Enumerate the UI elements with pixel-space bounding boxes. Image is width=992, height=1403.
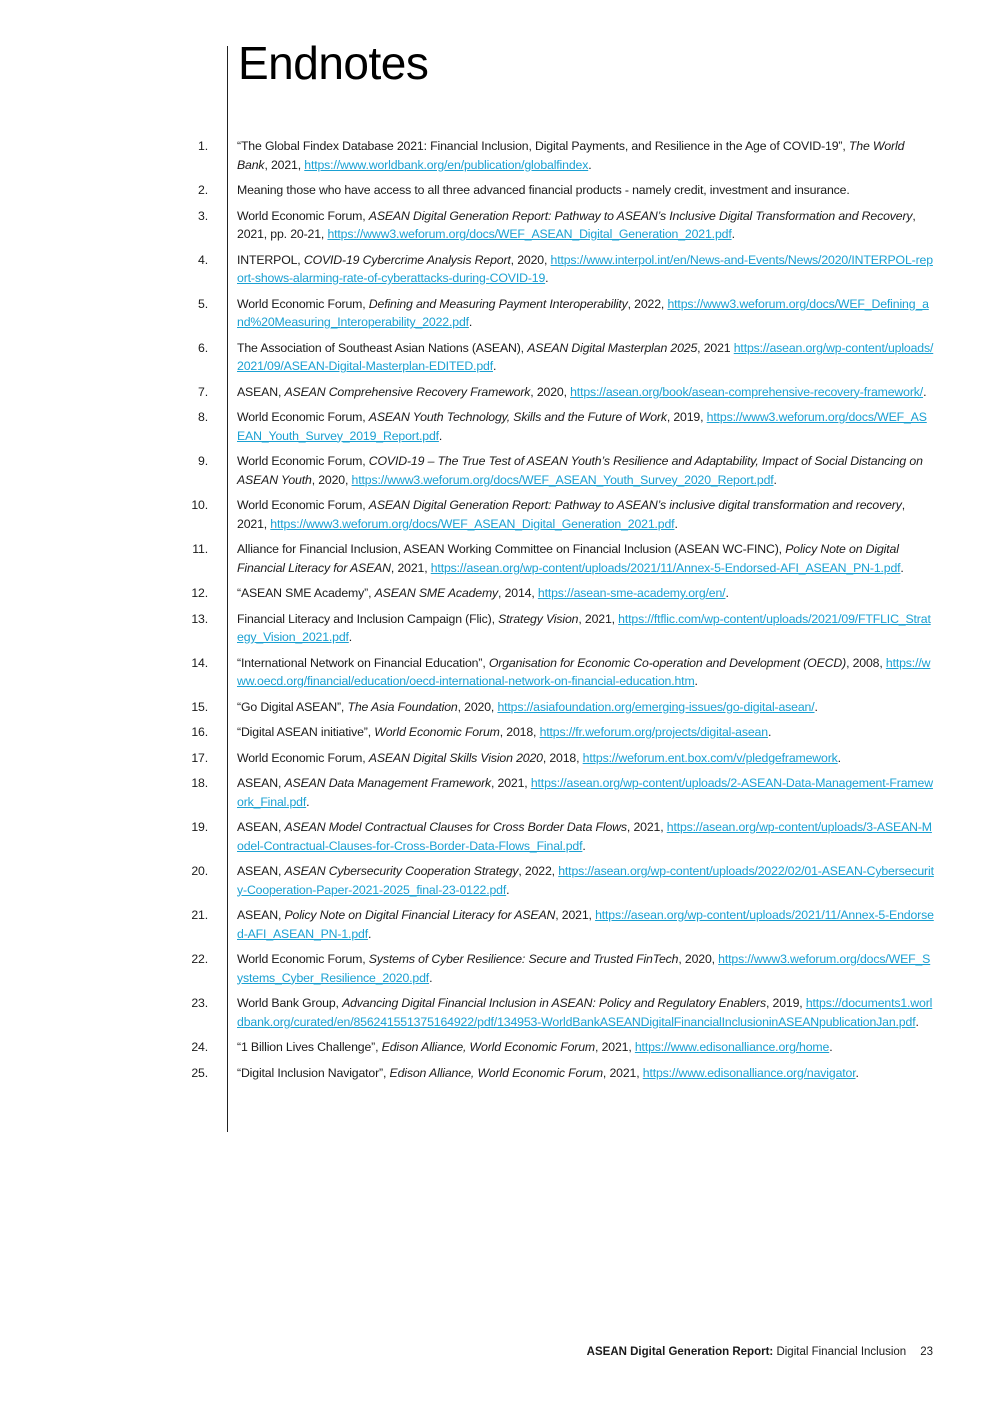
- endnote-text: .: [348, 630, 353, 644]
- endnote-text: , 2020,: [457, 699, 498, 714]
- endnote-text: Meaning those who have access to all three advanced financial products - namely credit, investment and insurance.: [237, 183, 850, 197]
- endnote-link[interactable]: https://www3.weforum.org/docs/WEF_ASEAN_Digital_Generation_2021.pdf: [270, 516, 675, 531]
- endnote-source-title: The Asia Foundation: [347, 699, 458, 714]
- endnote-number: 22.: [191, 952, 208, 966]
- endnote-source-title: ASEAN Digital Skills Vision 2020: [368, 750, 543, 765]
- endnote-source-title: ASEAN Cybersecurity Cooperation Strategy: [284, 864, 519, 878]
- endnote-text: “1 Billion Lives Challenge”,: [237, 1040, 382, 1054]
- endnote-item: [0, 774, 992, 811]
- endnote-text: .: [900, 560, 904, 575]
- endnote-link[interactable]: https://fr.weforum.org/projects/digital-asean: [539, 725, 768, 739]
- endnote-text: .: [306, 794, 310, 809]
- endnote-text: .: [829, 1040, 833, 1054]
- endnote-link[interactable]: https://www3.weforum.org/docs/WEF_ASEAN_Digital_Generation_2021.pdf: [327, 227, 732, 241]
- endnote-number: 13.: [191, 611, 208, 626]
- endnote-number: 19.: [191, 820, 208, 834]
- page-title: Endnotes: [238, 37, 429, 89]
- endnote-text: World Bank Group,: [237, 996, 343, 1010]
- endnote-item: [0, 339, 992, 376]
- endnote-text: , 2021,: [237, 498, 905, 531]
- endnote-number: 9.: [198, 454, 208, 468]
- endnote-link[interactable]: https://www3.weforum.org/docs/WEF_ASEAN_Youth_Survey_2020_Report.pdf: [351, 472, 774, 487]
- endnote-number: 15.: [191, 699, 208, 714]
- endnote-item: [0, 452, 992, 489]
- endnote-link[interactable]: https://www3.weforum.org/docs/WEF_Systems_Cyber_Resilience_2020.pdf: [237, 952, 931, 985]
- endnote-text: , 2018,: [499, 725, 540, 739]
- endnote-number: 11.: [192, 542, 208, 556]
- endnote-text: .: [429, 970, 433, 985]
- endnote-text: World Economic Forum,: [237, 750, 369, 765]
- endnote-link[interactable]: https://asean.org/wp-content/uploads/3-ASEAN-Model-Contractual-Clauses-for-Cross-Border-Data-Flows_Final.pdf: [237, 820, 932, 853]
- endnote-text: .: [731, 227, 735, 241]
- endnote-number: 24.: [191, 1040, 208, 1054]
- endnote-source-title: ASEAN Youth Technology, Skills and the Future of Work: [368, 410, 667, 424]
- endnote-item: [0, 723, 992, 742]
- endnote-text: .: [468, 315, 473, 329]
- endnote-text: , 2021,: [390, 560, 431, 575]
- endnote-number: 18.: [191, 776, 208, 790]
- endnote-text: , 2021, pp. 20-21,: [237, 208, 916, 241]
- endnote-source-title: ASEAN Comprehensive Recovery Framework: [284, 384, 531, 399]
- endnote-text: .: [837, 750, 841, 765]
- endnote-number: 12.: [191, 586, 208, 600]
- endnote-text: , 2021,: [491, 776, 531, 790]
- endnote-item: [0, 950, 992, 987]
- endnote-text: Financial Literacy and Inclusion Campaign (Flic),: [237, 611, 499, 626]
- endnote-text: “ASEAN SME Academy”,: [237, 586, 375, 600]
- endnote-link[interactable]: https://asean.org/wp-content/uploads/2021/11/Annex-5-Endorsed-AFI_ASEAN_PN-1.pdf: [430, 560, 901, 575]
- endnote-number: 7.: [198, 384, 208, 399]
- endnote-source-title: Strategy Vision: [498, 611, 579, 626]
- endnote-text: .: [438, 428, 443, 443]
- endnote-item: [0, 818, 992, 855]
- endnote-text: .: [915, 1014, 919, 1029]
- endnote-link[interactable]: https://www.oecd.org/financial/education/oecd-international-network-on-financial-education.htm: [237, 655, 931, 688]
- endnote-text: , 2022,: [627, 296, 668, 311]
- endnote-number: 8.: [198, 410, 208, 424]
- endnote-source-title: COVID-19 – The True Test of ASEAN Youth’s Resilience and Adaptability, Impact of Social Distancing on ASEAN Youth: [237, 454, 923, 487]
- endnote-number: 14.: [191, 655, 208, 670]
- page-number: 23: [920, 1346, 933, 1358]
- endnote-text: .: [767, 725, 772, 739]
- endnote-text: Alliance for Financial Inclusion, ASEAN Working Committee on Financial Inclusion (ASEAN WC-FINC),: [237, 542, 786, 556]
- endnote-item: [0, 698, 992, 717]
- endnote-text: .: [545, 271, 549, 285]
- endnote-text: ASEAN,: [237, 820, 285, 834]
- endnote-text: “Digital Inclusion Navigator”,: [237, 1065, 390, 1080]
- endnote-source-title: Edison Alliance, World Economic Forum: [389, 1065, 603, 1080]
- endnote-text: World Economic Forum,: [237, 296, 369, 311]
- endnote-text: , 2020,: [530, 384, 571, 399]
- endnote-text: .: [367, 926, 372, 941]
- endnote-text: .: [725, 586, 729, 600]
- endnote-item: [0, 1064, 992, 1083]
- endnote-link[interactable]: https://ftflic.com/wp-content/uploads/2021/09/FTFLIC_Strategy_Vision_2021.pdf: [237, 611, 931, 644]
- endnote-source-title: Defining and Measuring Payment Interoperability: [368, 296, 628, 311]
- endnote-text: , 2020,: [510, 252, 551, 267]
- endnote-item: [0, 496, 992, 533]
- endnote-item: [0, 862, 992, 899]
- endnote-item: [0, 994, 992, 1031]
- endnote-source-title: Advancing Digital Financial Inclusion in ASEAN: Policy and Regulatory Enablers: [342, 996, 766, 1010]
- endnote-source-title: ASEAN Data Management Framework: [284, 776, 492, 790]
- endnote-text: “International Network on Financial Education”,: [237, 655, 489, 670]
- endnote-link[interactable]: https://asean.org/wp-content/uploads/2022/02/01-ASEAN-Cybersecurity-Cooperation-Paper-2021-2025_final-23-0122.pdf: [237, 864, 934, 897]
- endnote-text: INTERPOL,: [237, 252, 304, 267]
- endnote-source-title: Systems of Cyber Resilience: Secure and Trusted FinTech: [368, 952, 679, 966]
- endnote-number: 2.: [198, 183, 208, 197]
- endnote-item: [0, 1038, 992, 1057]
- endnote-text: .: [506, 882, 510, 897]
- endnote-item: [0, 540, 992, 577]
- endnote-link[interactable]: https://asean.org/book/asean-comprehensive-recovery-framework/: [570, 384, 924, 399]
- endnote-source-title: The World Bank: [237, 139, 905, 172]
- endnote-text: , 2022,: [518, 864, 559, 878]
- endnote-source-title: ASEAN Digital Masterplan 2025: [527, 340, 698, 355]
- endnote-text: , 2021,: [595, 1040, 635, 1054]
- endnote-text: , 2019,: [766, 996, 806, 1010]
- endnote-text: , 2021,: [602, 1065, 643, 1080]
- endnote-source-title: ASEAN Digital Generation Report: Pathway to ASEAN’s inclusive digital transformation and recovery: [368, 498, 902, 512]
- endnote-item: [0, 654, 992, 691]
- endnote-text: , 2021,: [578, 611, 619, 626]
- endnotes-list: [0, 137, 992, 1089]
- endnote-item: [0, 749, 992, 768]
- endnote-number: 10.: [191, 498, 208, 512]
- endnote-source-title: COVID-19 Cybercrime Analysis Report: [303, 252, 511, 267]
- endnote-text: “The Global Findex Database 2021: Financial Inclusion, Digital Payments, and Resilience in the Age of COVID-19”,: [237, 139, 849, 153]
- endnote-link[interactable]: https://www.interpol.int/en/News-and-Events/News/2020/INTERPOL-report-shows-alarming-rate-of-cyberattacks-during-COVID-19: [237, 252, 933, 285]
- endnote-item: [0, 295, 992, 332]
- endnote-link[interactable]: https://asean.org/wp-content/uploads/2021/09/ASEAN-Digital-Masterplan-EDITED.pdf: [237, 340, 934, 373]
- endnote-link[interactable]: https://www.edisonalliance.org/home: [634, 1040, 830, 1054]
- endnote-item: [0, 137, 992, 174]
- endnote-text: , 2019,: [666, 410, 707, 424]
- endnote-text: .: [582, 838, 586, 853]
- endnote-text: .: [814, 699, 818, 714]
- endnote-text: ASEAN,: [237, 384, 285, 399]
- endnote-item: [0, 610, 992, 647]
- endnote-number: 1.: [198, 139, 208, 153]
- endnote-text: , 2021,: [264, 157, 305, 172]
- endnote-number: 17.: [191, 750, 208, 765]
- endnote-source-title: World Economic Forum: [374, 725, 500, 739]
- endnote-text: ASEAN,: [237, 776, 285, 790]
- endnote-number: 5.: [198, 296, 208, 311]
- endnote-item: [0, 207, 992, 244]
- endnote-number: 20.: [191, 864, 208, 878]
- endnote-text: .: [923, 384, 927, 399]
- endnote-text: .: [493, 359, 497, 373]
- endnote-text: , 2021,: [555, 908, 596, 922]
- endnote-item: [0, 408, 992, 445]
- endnote-link[interactable]: https://asean-sme-academy.org/en/: [537, 586, 726, 600]
- endnote-text: World Economic Forum,: [237, 454, 369, 468]
- endnote-text: .: [694, 674, 698, 688]
- endnote-link[interactable]: https://weforum.ent.box.com/v/pledgeframework: [582, 750, 838, 765]
- endnote-text: World Economic Forum,: [237, 952, 369, 966]
- endnote-number: 23.: [191, 996, 208, 1010]
- endnote-text: .: [855, 1065, 859, 1080]
- endnote-text: “Go Digital ASEAN”,: [237, 699, 348, 714]
- page-footer: [587, 1346, 933, 1358]
- endnote-link[interactable]: https://asean.org/wp-content/uploads/2021/11/Annex-5-Endorsed-AFI_ASEAN_PN-1.pdf: [237, 908, 934, 941]
- endnote-item: [0, 181, 992, 200]
- endnote-source-title: Edison Alliance, World Economic Forum: [381, 1040, 596, 1054]
- endnote-text: World Economic Forum,: [237, 208, 369, 223]
- endnote-text: , 2020,: [678, 952, 719, 966]
- endnote-item: [0, 383, 992, 402]
- endnote-link[interactable]: https://www.worldbank.org/en/publication/globalfindex: [304, 157, 589, 172]
- endnote-link[interactable]: https://www3.weforum.org/docs/WEF_ASEAN_Youth_Survey_2019_Report.pdf: [237, 410, 927, 443]
- endnote-number: 3.: [198, 208, 208, 223]
- endnote-text: .: [674, 516, 678, 531]
- endnote-source-title: Policy Note on Digital Financial Literacy for ASEAN: [284, 908, 556, 922]
- endnote-source-title: Policy Note on Digital Financial Literacy for ASEAN: [237, 542, 899, 575]
- endnote-item: [0, 251, 992, 288]
- endnote-source-title: ASEAN Model Contractual Clauses for Cross Border Data Flows: [284, 820, 627, 834]
- endnote-text: World Economic Forum,: [237, 410, 369, 424]
- endnote-text: , 2014,: [498, 586, 538, 600]
- endnote-source-title: ASEAN Digital Generation Report: Pathway to ASEAN’s Inclusive Digital Transformation and Recovery: [368, 208, 913, 223]
- footer-report-name: ASEAN Digital Generation Report:: [586, 1346, 774, 1358]
- endnote-text: , 2018,: [542, 750, 583, 765]
- endnote-link[interactable]: https://www.edisonalliance.org/navigator: [642, 1065, 856, 1080]
- endnote-text: “Digital ASEAN initiative”,: [237, 725, 375, 739]
- endnote-item: [0, 584, 992, 603]
- endnote-number: 6.: [198, 340, 208, 355]
- endnote-link[interactable]: https://asean.org/wp-content/uploads/2-ASEAN-Data-Management-Framework_Final.pdf: [237, 776, 933, 809]
- endnote-text: , 2008,: [846, 655, 886, 670]
- endnote-link[interactable]: https://www3.weforum.org/docs/WEF_Defining_and%20Measuring_Interoperability_2022.pdf: [237, 296, 929, 329]
- endnote-source-title: Organisation for Economic Co-operation and Development (OECD): [488, 655, 847, 670]
- endnote-text: , 2021: [697, 340, 734, 355]
- footer-subtitle: Digital Financial Inclusion: [773, 1346, 907, 1358]
- endnote-text: , 2020,: [311, 472, 352, 487]
- endnote-number: 21.: [191, 908, 208, 922]
- endnote-number: 25.: [191, 1065, 208, 1080]
- endnote-text: , 2021,: [626, 820, 667, 834]
- endnote-text: The Association of Southeast Asian Nations (ASEAN),: [237, 340, 528, 355]
- endnote-item: [0, 906, 992, 943]
- endnote-link[interactable]: https://documents1.worldbank.org/curated/en/856241551375164922/pdf/134953-WorldBankASEANDigitalFinancialInclusioninASEANpublicationJan.pdf: [237, 996, 933, 1029]
- endnote-text: .: [588, 157, 592, 172]
- endnote-text: World Economic Forum,: [237, 498, 369, 512]
- endnote-text: ASEAN,: [237, 864, 285, 878]
- endnote-number: 4.: [198, 252, 208, 267]
- endnote-number: 16.: [191, 725, 208, 739]
- endnote-link[interactable]: https://asiafoundation.org/emerging-issues/go-digital-asean/: [497, 699, 815, 714]
- endnote-text: ASEAN,: [237, 908, 285, 922]
- endnote-text: .: [773, 472, 777, 487]
- endnote-source-title: ASEAN SME Academy: [374, 586, 499, 600]
